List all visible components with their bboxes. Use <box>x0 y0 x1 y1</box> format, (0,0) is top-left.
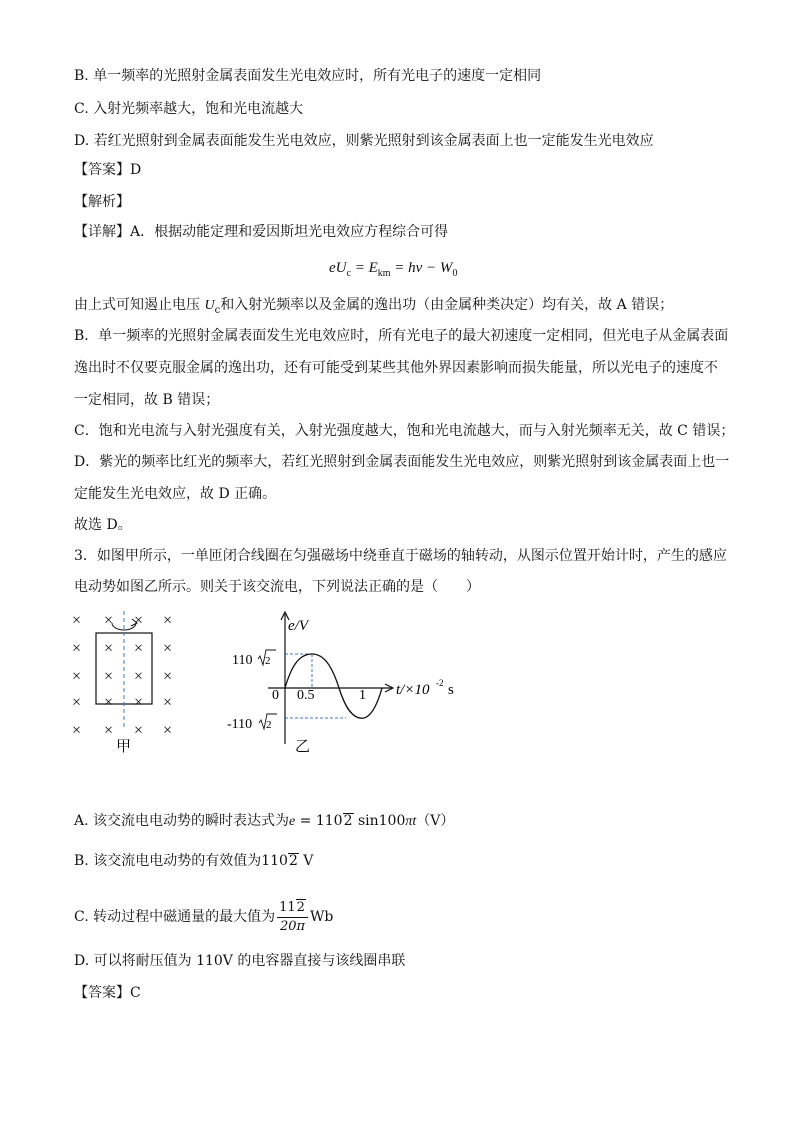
cross: × <box>104 722 114 739</box>
figure-yi <box>222 606 472 756</box>
cross: × <box>104 694 114 711</box>
detail-a-conclusion: 由上式可知遏止电压 $U_c$和入射光频率以及金属的逸出功（由金属种类决定）均有关，故 A 错误； <box>74 297 674 316</box>
cross: × <box>72 612 82 629</box>
cross: × <box>72 694 82 711</box>
option-c: C. 转动过程中磁通量的最大值为 $\frac{112}{20\pi}$ Wb <box>74 899 334 934</box>
cross: × <box>163 668 173 685</box>
x-tick-one: 1 <box>359 688 366 703</box>
detail-b-3: 一定相同，故 B 错误； <box>74 392 220 408</box>
origin-label: 0 <box>272 688 279 703</box>
cross: × <box>163 722 173 739</box>
cross: × <box>104 668 114 685</box>
option-d-prev: D. 若红光照射到金属表面能发生光电效应，则紫光照射到该金属表面上也一定能发生光电效应 <box>74 133 654 149</box>
choice-conclusion: 故选 D。 <box>74 517 132 533</box>
option-d: D. 可以将耐压值为 110V 的电容器直接与该线圈串联 <box>74 953 406 969</box>
sine-curve <box>285 654 382 718</box>
figure-yi-label: 乙 <box>295 739 311 755</box>
option-c-prev: C. 入射光频率越大，饱和光电流越大 <box>74 101 304 117</box>
y-min-sqrt: 2 <box>266 719 272 731</box>
x-axis-label: t/×10 <box>396 682 430 698</box>
detail-d-2: 定能发生光电效应，故 D 正确。 <box>74 486 277 502</box>
option-b-prev: B. 单一频率的光照射金属表面发生光电效应时，所有光电子的速度一定相同 <box>74 68 542 84</box>
question-3-line-2: 电动势如图乙所示。则关于该交流电，下列说法正确的是（ ） <box>74 579 480 595</box>
cross: × <box>134 612 144 629</box>
cross: × <box>134 668 144 685</box>
y-axis-label: e/V <box>288 618 308 634</box>
y-max-sqrt: 2 <box>265 655 271 667</box>
detail-a: 【详解】A．根据动能定理和爱因斯坦光电效应方程综合可得 <box>74 224 449 240</box>
x-axis-unit: s <box>448 682 454 698</box>
x-axis-exponent: -2 <box>436 678 444 688</box>
answer: 【答案】C <box>74 985 141 1001</box>
cross: × <box>72 668 82 685</box>
figure-jia <box>66 606 196 756</box>
detail-b-1: B．单一频率的光照射金属表面发生光电效应时，所有光电子的最大初速度一定相同，但光电子从金属表面 <box>74 328 729 344</box>
figure-jia-label: 甲 <box>116 739 132 755</box>
answer-prev: 【答案】D <box>74 162 142 178</box>
analysis-heading: 【解析】 <box>74 194 130 210</box>
cross: × <box>163 640 173 657</box>
option-b: B. 该交流电电动势的有效值为1102 V <box>74 853 314 869</box>
question-3-line-1: 3．如图甲所示，一单匝闭合线圈在匀强磁场中绕垂直于磁场的轴转动，从图示位置开始计时，产生的感应 <box>74 548 727 564</box>
detail-d-1: D．紫光的频率比红光的频率大，若红光照射到金属表面能发生光电效应，则紫光照射到该金属表面上也一 <box>74 454 730 470</box>
equation: $eU_c = E_{km} = h\nu - W_0$ <box>329 260 458 279</box>
cross: × <box>163 612 173 629</box>
cross: × <box>72 722 82 739</box>
cross: × <box>134 694 144 711</box>
cross: × <box>104 640 114 657</box>
option-a: A. 该交流电电动势的瞬时表达式为e = 1102 sin100πt（V） <box>74 813 455 829</box>
cross: × <box>134 722 144 739</box>
magnetic-field-crosses <box>72 612 172 739</box>
x-tick-half: 0.5 <box>297 688 315 703</box>
cross: × <box>104 612 114 629</box>
cross: × <box>134 640 144 657</box>
y-min-label: -110 <box>227 717 253 732</box>
detail-c: C．饱和光电流与入射光强度有关，入射光强度越大，饱和光电流越大，而与入射光频率无关，故 C 错误； <box>74 423 735 439</box>
y-max-label: 110 <box>232 653 253 668</box>
cross: × <box>72 640 82 657</box>
detail-b-2: 逸出时不仅要克服金属的逸出功，还有可能受到某些其他外界因素影响而损失能量，所以光电子的速度不 <box>74 360 718 376</box>
cross: × <box>163 694 173 711</box>
